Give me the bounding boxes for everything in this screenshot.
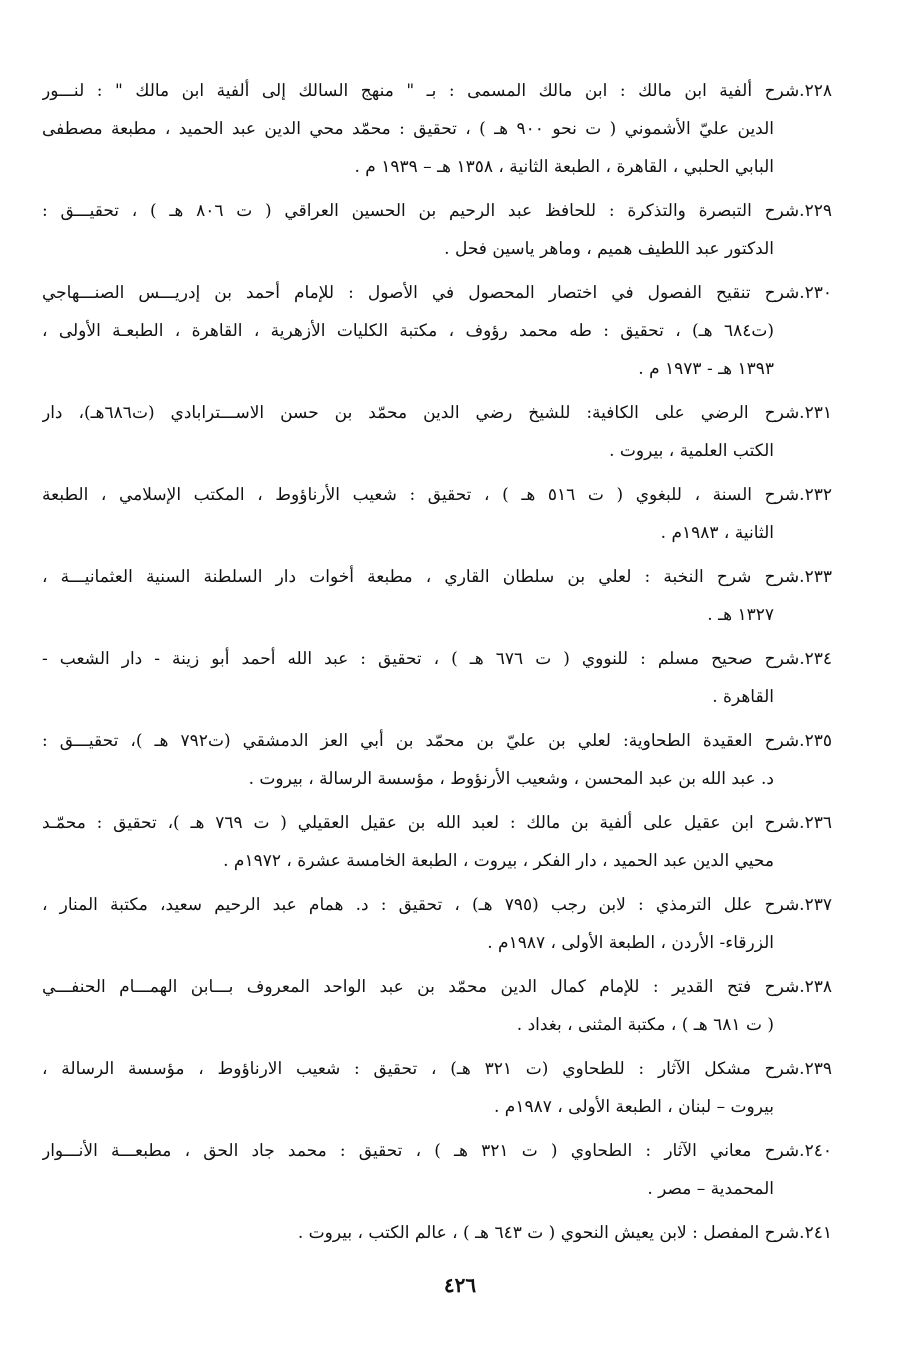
bibliography-entry [42, 558, 832, 634]
entry-continuation-line: القاهرة . [712, 687, 774, 707]
entry-first-line: ٢٤١.شرح المفصل : لابن يعيش النحوي ( ت ٦٤٣ هـ ) ، عالم الكتب ، بيروت . [297, 1223, 832, 1243]
bibliography-entry [42, 804, 832, 880]
bibliography-entry [42, 1050, 832, 1126]
entry-continuation-line: الدكتور عبد اللطيف هميم ، وماهر ياسين فحل . [444, 239, 774, 259]
bibliography-entry [42, 1132, 832, 1208]
bibliography-entry [42, 274, 832, 388]
entry-continuation-line: الدين عليّ الأشموني ( ت نحو ٩٠٠ هـ ) ، تحقيق : محمّد محي الدين عبد الحميد ، مطبعة مصطفى [42, 119, 774, 139]
entry-first-line: ٢٣٣.شرح شرح النخبة : لعلي بن سلطان القاري ، مطبعة أخوات دار السلطنة السنية العثمانيـــة ، [42, 567, 832, 587]
entry-first-line: ٢٣٧.شرح علل الترمذي : لابن رجب (٧٩٥ هـ) ، تحقيق : د. همام عبد الرحيم سعيد، مكتبة المنار ، [42, 895, 832, 915]
bibliography-entry [42, 968, 832, 1044]
bibliography-entry [42, 394, 832, 470]
entry-first-line: ٢٣١.شرح الرضي على الكافية: للشيخ رضي الدين محمّد بن حسن الاســـترابادي (ت٦٨٦هـ)، دار [42, 403, 832, 423]
entry-first-line: ٢٣٥.شرح العقيدة الطحاوية: لعلي بن عليّ بن محمّد بن أبي العز الدمشقي (ت٧٩٢ هـ )، تحقيـــق : [42, 731, 832, 751]
entry-continuation-line: الثانية ، ١٩٨٣م . [660, 523, 774, 543]
entry-continuation-line: ١٣٩٣ هـ - ١٩٧٣ م . [638, 359, 774, 379]
entry-continuation-line: محيي الدين عبد الحميد ، دار الفكر ، بيروت ، الطبعة الخامسة عشرة ، ١٩٧٢م . [223, 851, 774, 871]
entry-first-line: ٢٣٦.شرح ابن عقيل على ألفية بن مالك : لعبد الله بن عقيل العقيلي ( ت ٧٦٩ هـ )، تحقيق : محمّـد [42, 813, 832, 833]
entry-first-line: ٢٣٤.شرح صحيح مسلم : للنووي ( ت ٦٧٦ هـ ) ، تحقيق : عبد الله أحمد أبو زينة - دار الشعب - [42, 649, 832, 669]
entry-continuation-line: البابي الحلبي ، القاهرة ، الطبعة الثانية ، ١٣٥٨ هـ – ١٩٣٩ م . [354, 157, 774, 177]
bibliography-entry [42, 886, 832, 962]
entry-first-line: ٢٣٨.شرح فتح القدير : للإمام كمال الدين محمّد بن عبد الواحد المعروف بـــابن الهمـــام الحنفـــي [42, 977, 832, 997]
bibliography-list [42, 72, 832, 1258]
bibliography-entry [42, 192, 832, 268]
bibliography-entry [42, 640, 832, 716]
entry-first-line: ٢٣٩.شرح مشكل الآثار : للطحاوي (ت ٣٢١ هـ) ، تحقيق : شعيب الارناؤوط ، مؤسسة الرسالة ، [42, 1059, 832, 1079]
entry-continuation-line: ( ت ٦٨١ هـ ) ، مكتبة المثنى ، بغداد . [516, 1015, 774, 1035]
entry-continuation-line: ١٣٢٧ هـ . [707, 605, 774, 625]
entry-first-line: ٢٢٩.شرح التبصرة والتذكرة : للحافظ عبد الرحيم بن الحسين العراقي ( ت ٨٠٦ هـ ) ، تحقيـــق : [42, 201, 832, 221]
entry-continuation-line: المحمدية – مصر . [647, 1179, 774, 1199]
entry-continuation-line: د. عبد الله بن عبد المحسن ، وشعيب الأرنؤوط ، مؤسسة الرسالة ، بيروت . [248, 769, 774, 789]
entry-continuation-line: (ت٦٨٤ هـ) ، تحقيق : طه محمد رؤوف ، مكتبة الكليات الأزهرية ، القاهرة ، الطبعـة الأولى ، [42, 321, 774, 341]
entry-first-line: ٢٣٢.شرح السنة ، للبغوي ( ت ٥١٦ هـ ) ، تحقيق : شعيب الأرناؤوط ، المكتب الإسلامي ، الطبعة [42, 485, 832, 505]
bibliography-entry [42, 72, 832, 186]
entry-continuation-line: الكتب العلمية ، بيروت . [609, 441, 774, 461]
entry-continuation-line: الزرقاء- الأردن ، الطبعة الأولى ، ١٩٨٧م . [487, 933, 774, 953]
page-number: ٤٢٦ [443, 1273, 477, 1297]
bibliography-entry [42, 476, 832, 552]
entry-continuation-line: بيروت – لبنان ، الطبعة الأولى ، ١٩٨٧م . [493, 1097, 774, 1117]
entry-first-line: ٢٤٠.شرح معاني الآثار : الطحاوي ( ت ٣٢١ هـ ) ، تحقيق : محمد جاد الحق ، مطبعـــة الأنـــوار [42, 1141, 832, 1161]
bibliography-entry [42, 1214, 832, 1252]
entry-first-line: ٢٣٠.شرح تنقيح الفصول في اختصار المحصول في الأصول : للإمام أحمد بن إدريـــس الصنـــهاجي [42, 283, 832, 303]
bibliography-entry [42, 722, 832, 798]
entry-first-line: ٢٢٨.شرح ألفية ابن مالك : ابن مالك المسمى : بـ " منهج السالك إلى ألفية ابن مالك " : لنـــور [42, 81, 832, 101]
